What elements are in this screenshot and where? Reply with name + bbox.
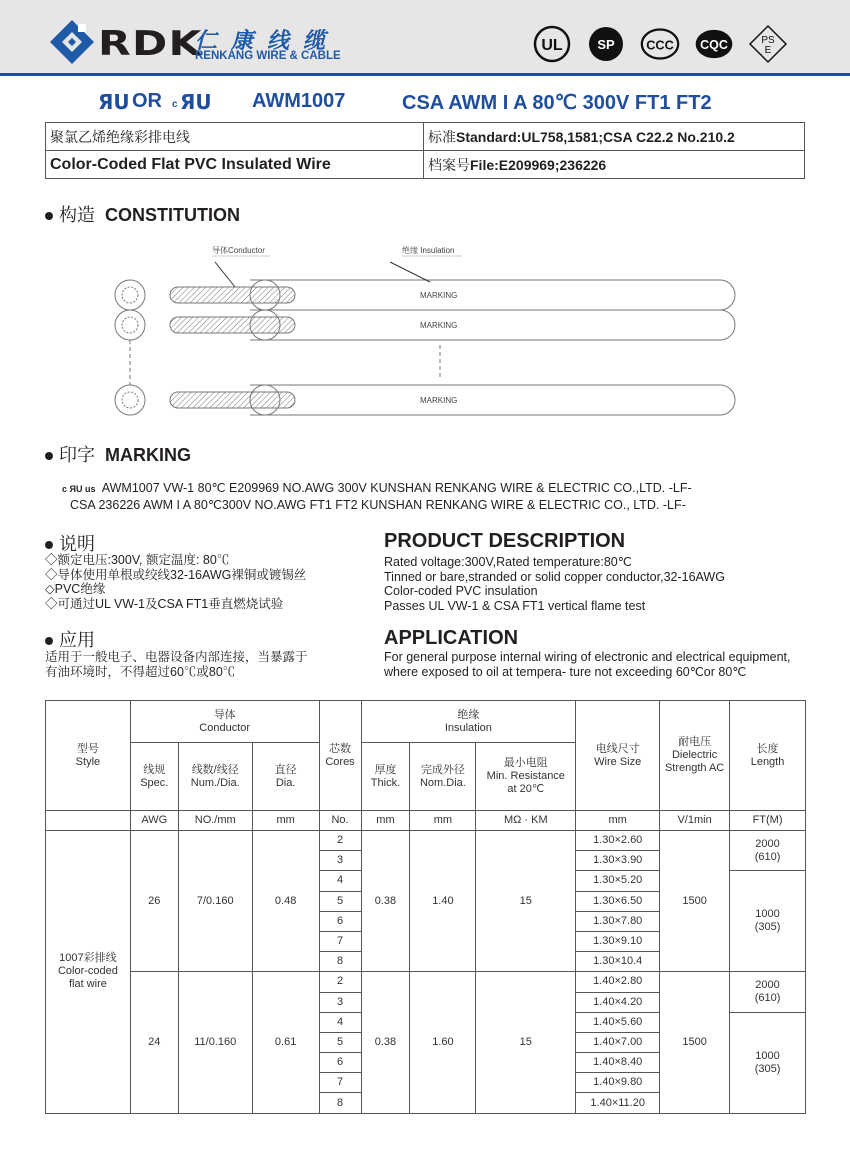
- csa-rating: CSA AWM I A 80℃ 300V FT1 FT2: [402, 92, 712, 114]
- svg-text:CCC: CCC: [646, 37, 674, 53]
- application-heading-cn: 应用: [45, 626, 105, 652]
- spec-table: [45, 122, 805, 179]
- pse-cert-icon: [748, 24, 788, 64]
- svg-text:PS: PS: [761, 35, 775, 46]
- table-row: 1007彩排线 Color-coded flat wire 26 7/0.160 0.48 2 0.38 1.40 15 1.30×2.60 1500 2000 (610): [46, 831, 806, 851]
- application-en: For general purpose internal wiring of electronic and electrical equipment, where exposed to oil at tempera- ture not exceeding 60℃or 80℃: [384, 650, 791, 679]
- col-style: 型号 Style: [46, 701, 131, 811]
- svg-text:SP: SP: [597, 37, 615, 52]
- table-row: 4 1.30×5.20 1000 (305): [46, 871, 806, 891]
- insulation-label: 绝缘 Insulation: [402, 246, 455, 255]
- or-text: OR: [132, 90, 162, 112]
- table-row: 24 11/0.160 0.61 2 0.38 1.60 15 1.40×2.80 1500 2000 (610): [46, 972, 806, 992]
- col-insulation: 绝缘 Insulation: [361, 701, 576, 743]
- ul-recognized-mark: ЯU: [98, 90, 130, 114]
- brand-name-cn: 仁康线缆: [195, 28, 340, 53]
- style-cell: 1007彩排线 Color-coded flat wire: [46, 831, 131, 1114]
- cqc-cert-icon: [694, 24, 734, 64]
- col-min-resistance: 最小电阻 Min. Resistance at 20℃: [476, 743, 576, 811]
- table-row: 3 1.40×4.20: [46, 992, 806, 1012]
- table-row: 4 1.40×5.60 1000 (305): [46, 1012, 806, 1032]
- table-row: 5 1.40×7.00: [46, 1032, 806, 1052]
- brand-name-en: RENKANG WIRE & CABLE: [195, 50, 341, 62]
- product-name-cn: 聚氯乙烯绝缘彩排电线: [46, 123, 424, 151]
- rdk-logo-icon: [50, 20, 94, 64]
- col-dia: 直径 Dia.: [252, 743, 319, 811]
- table-row: 5 1.30×6.50: [46, 891, 806, 911]
- table-row: 8 1.30×10.4: [46, 952, 806, 972]
- table-row: 6 1.30×7.80: [46, 911, 806, 931]
- marking-label: MARKING: [420, 291, 458, 300]
- col-num-dia: 线数/线径 Num./Dia.: [178, 743, 252, 811]
- csa-cert-icon: [586, 24, 626, 64]
- svg-text:E: E: [764, 45, 772, 56]
- col-wire-size: 电线尺寸 Wire Size: [576, 701, 660, 811]
- col-cores: 芯数 Cores: [319, 701, 361, 811]
- description-en: Rated voltage:300V,Rated temperature:80℃ Tinned or bare,stranded or solid copper conductor,32-16AWG Color-coded PVC insulation Passes UL VW-1 & CSA FT1 vertical flame test: [384, 555, 725, 613]
- marking-label: MARKING: [420, 396, 458, 405]
- file-cell: 档案号File:E209969;236226: [424, 151, 805, 179]
- product-title: [0, 90, 850, 116]
- description-heading-en: PRODUCT DESCRIPTION: [384, 530, 626, 552]
- col-conductor: 导体 Conductor: [130, 701, 319, 743]
- c-mark: c: [172, 99, 178, 110]
- conductor-label: 导体Conductor: [212, 246, 265, 255]
- description-cn: ◇额定电压:300V, 额定温度: 80℃ ◇导体使用单根或绞线32-16AWG裸铜或镀锡丝 ◇PVC绝缘 ◇可通过UL VW-1及CSA FT1垂直燃烧试验: [45, 553, 307, 611]
- product-name-en: Color-Coded Flat PVC Insulated Wire: [46, 151, 424, 179]
- col-nom-dia: 完成外径 Nom.Dia.: [410, 743, 476, 811]
- svg-text:CQC: CQC: [700, 38, 728, 52]
- application-heading-en: APPLICATION: [384, 627, 519, 649]
- cable-construction-diagram: [100, 240, 750, 425]
- standard-cell: 标准Standard:UL758,1581;CSA C22.2 No.210.2: [424, 123, 805, 151]
- col-length: 长度 Length: [730, 701, 806, 811]
- application-cn: 适用于一般电子、电器设备内部连接，当暴露于 有油环境时，不得超过60℃或80℃: [45, 650, 308, 679]
- brand-logo-text: RDK: [98, 24, 203, 64]
- col-thick: 厚度 Thick.: [361, 743, 410, 811]
- marking-label: MARKING: [420, 321, 458, 330]
- specification-table: [45, 700, 806, 1114]
- constitution-heading: 构造 CONSTITUTION: [45, 201, 240, 227]
- table-row: 8 1.40×11.20: [46, 1093, 806, 1113]
- table-row: 7 1.40×9.80: [46, 1073, 806, 1093]
- marking-text: c ЯU us AWM1007 VW-1 80℃ E209969 NO.AWG 300V KUNSHAN RENKANG WIRE & ELECTRIC CO.,LTD. -LF- CSA 236226 AWM I A 80℃300V NO.AWG FT1 FT2 KUNSHAN RENKANG WIRE & ELECTRIC CO., LTD. -LF-: [62, 481, 692, 512]
- marking-heading: 印字 MARKING: [45, 441, 191, 467]
- table-row: 3 1.30×3.90: [46, 851, 806, 871]
- svg-text:UL: UL: [541, 37, 563, 54]
- table-row: 6 1.40×8.40: [46, 1053, 806, 1073]
- ul-cert-icon: [532, 24, 572, 64]
- page-header: [0, 0, 850, 76]
- table-row: 7 1.30×9.10: [46, 931, 806, 951]
- model-number: AWM1007: [252, 90, 346, 112]
- col-dielectric: 耐电压 Dielectric Strength AC: [660, 701, 730, 811]
- col-spec: 线规 Spec.: [130, 743, 178, 811]
- cul-recognized-mark: ЯU: [180, 90, 212, 114]
- description-heading-cn: 说明: [45, 530, 105, 556]
- ccc-cert-icon: [640, 24, 680, 64]
- units-row: AWG NO./mm mm No. mm mm MΩ · KM mm V/1min FT(M): [46, 811, 806, 831]
- certification-logos: [532, 24, 788, 64]
